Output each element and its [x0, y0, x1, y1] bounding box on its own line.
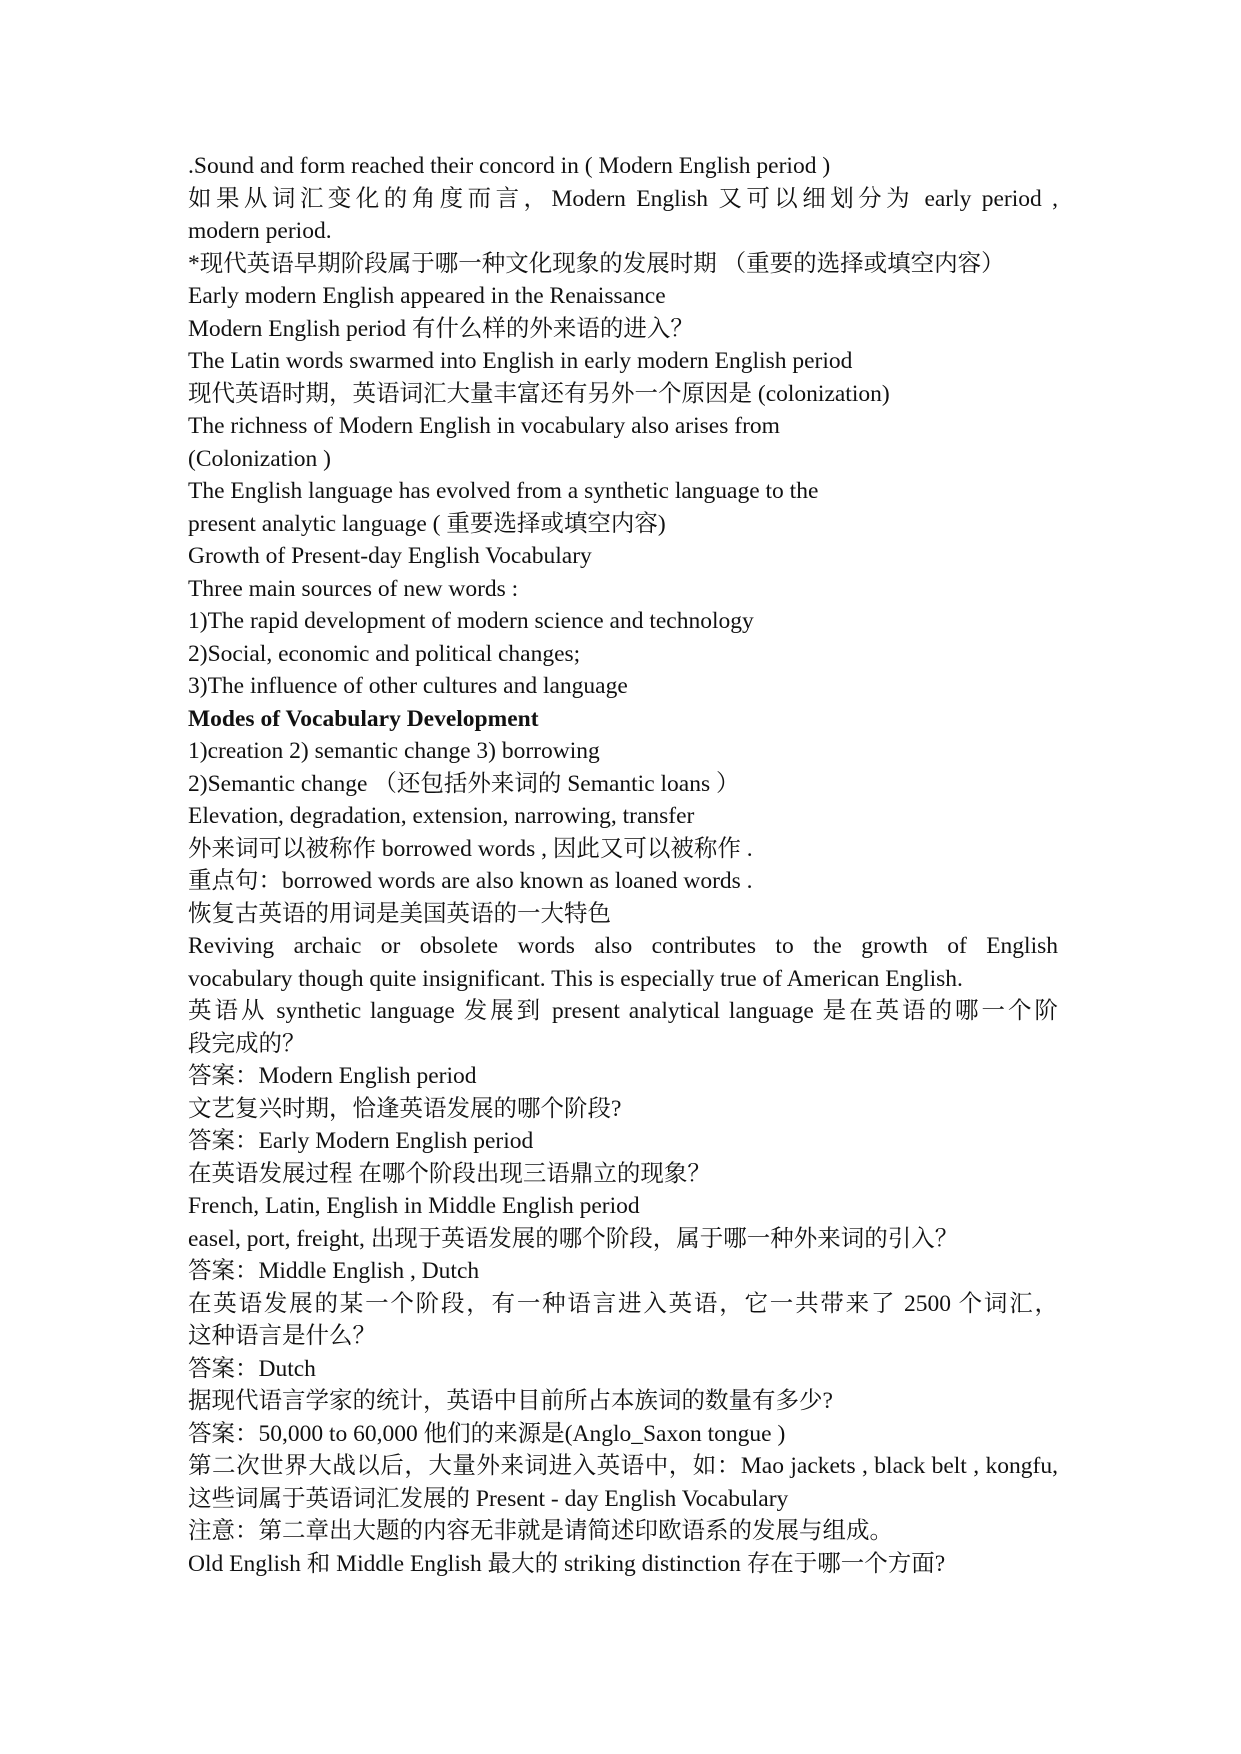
- text-line: Elevation, degradation, extension, narrowing, transfer: [188, 803, 695, 829]
- text-line: 1)The rapid development of modern science and technology: [188, 608, 754, 634]
- text-line: (Colonization ): [188, 445, 331, 472]
- text-line: Reviving archaic or obsolete words also contributes to the growth of English: [188, 933, 1058, 959]
- text-line: present analytic language ( 重要选择或填空内容): [188, 510, 666, 537]
- text-line: French, Latin, English in Middle English period: [188, 1193, 640, 1219]
- document-body: [188, 150, 1058, 1580]
- text-line: .Sound and form reached their concord in ( Modern English period ): [188, 153, 831, 179]
- text-line: 2)Social, economic and political changes;: [188, 640, 581, 667]
- text-line: 1)creation 2) semantic change 3) borrowing: [188, 738, 600, 764]
- text-line: The richness of Modern English in vocabulary also arises from: [188, 413, 780, 439]
- text-line: 答案：50,000 to 60,000 他们的来源是(Anglo_Saxon tongue ): [188, 1420, 786, 1447]
- text-line: 外来词可以被称作 borrowed words , 因此又可以被称作 .: [188, 835, 753, 862]
- text-line: 答案：Middle English , Dutch: [188, 1258, 480, 1284]
- section-heading: Modes of Vocabulary Development: [188, 705, 539, 732]
- text-line: Modern English period 有什么样的外来语的进入？: [188, 315, 694, 342]
- text-line: easel, port, freight, 出现于英语发展的哪个阶段，属于哪一种外来词的引入？: [188, 1225, 959, 1252]
- text-line: vocabulary though quite insignificant. This is especially true of American English.: [188, 965, 963, 992]
- text-line: 文艺复兴时期，恰逢英语发展的哪个阶段?: [188, 1095, 622, 1122]
- text-line: The English language has evolved from a synthetic language to the: [188, 478, 819, 504]
- text-line: 英语从 synthetic language 发展到 present analytical language 是在英语的哪一个阶: [188, 998, 1058, 1024]
- text-line: 如果从词汇变化的角度而言，Modern English 又可以细划分为 early period ,: [188, 185, 1058, 212]
- text-line: 3)The influence of other cultures and language: [188, 673, 628, 699]
- text-line: 答案：Modern English period: [188, 1063, 477, 1089]
- text-line: 在英语发展过程 在哪个阶段出现三语鼎立的现象？: [188, 1160, 711, 1187]
- text-line: 这些词属于英语词汇发展的 Present - day English Vocabulary: [188, 1485, 789, 1512]
- text-line: 第二次世界大战以后，大量外来词进入英语中，如：Mao jackets , black belt , kongfu,: [188, 1453, 1058, 1479]
- text-line: 重点句：borrowed words are also known as loaned words .: [188, 868, 753, 894]
- text-line: modern period.: [188, 218, 332, 244]
- text-line: 现代英语时期，英语词汇大量丰富还有另外一个原因是 (colonization): [188, 380, 890, 407]
- text-line: Old English 和 Middle English 最大的 striking distinction 存在于哪一个方面?: [188, 1550, 946, 1577]
- text-line: 答案：Dutch: [188, 1355, 316, 1382]
- text-line: 这种语言是什么？: [188, 1323, 376, 1349]
- text-line: 在英语发展的某一个阶段，有一种语言进入英语，它一共带来了 2500 个词汇，: [188, 1290, 1058, 1317]
- text-line: 注意：第二章出大题的内容无非就是请简述印欧语系的发展与组成。: [188, 1518, 893, 1544]
- text-line: 答案：Early Modern English period: [188, 1128, 534, 1154]
- text-line: Three main sources of new words :: [188, 575, 519, 602]
- text-line: 恢复古英语的用词是美国英语的一大特色: [188, 900, 611, 927]
- text-line: 据现代语言学家的统计，英语中目前所占本族词的数量有多少?: [188, 1388, 833, 1414]
- text-line: Growth of Present-day English Vocabulary: [188, 543, 592, 569]
- text-line: 段完成的？: [188, 1030, 306, 1057]
- text-line: *现代英语早期阶段属于哪一种文化现象的发展时期 （重要的选择或填空内容）: [188, 250, 1005, 277]
- text-line: 2)Semantic change （还包括外来词的 Semantic loans ）: [188, 770, 740, 797]
- text-line: The Latin words swarmed into English in early modern English period: [188, 348, 853, 374]
- text-line: Early modern English appeared in the Renaissance: [188, 283, 666, 309]
